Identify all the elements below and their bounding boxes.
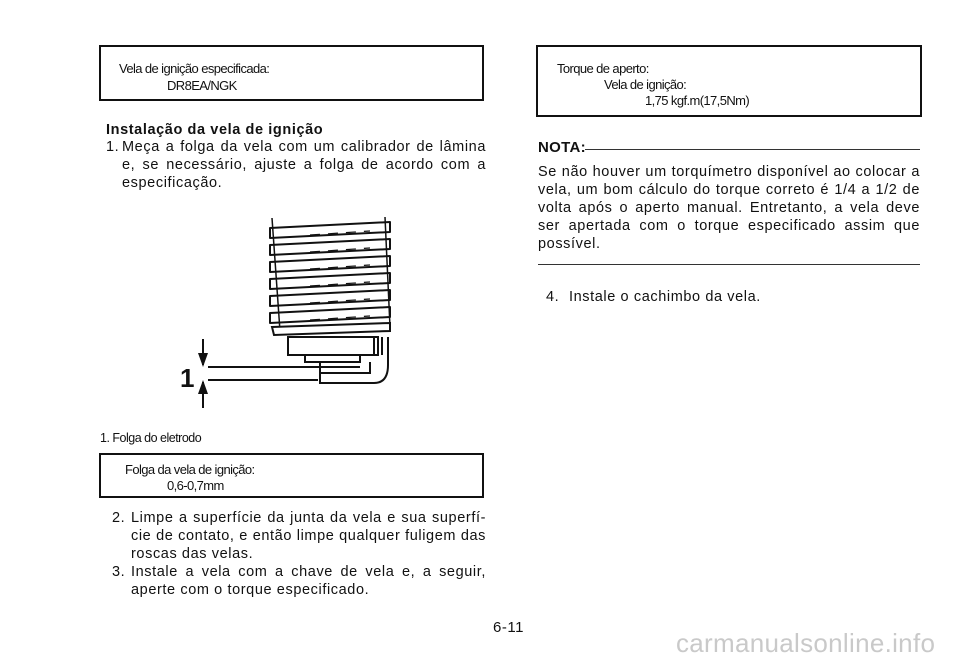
step-3 xyxy=(112,563,486,599)
nota-bottom-rule xyxy=(538,264,920,265)
spark-plug-gap-illustration xyxy=(160,215,410,415)
step-1 xyxy=(106,138,486,194)
spark-plug-spec-box xyxy=(99,45,484,101)
step-2 xyxy=(112,509,486,563)
nota-label: NOTA: xyxy=(538,139,586,156)
step-number: 2. xyxy=(112,510,126,526)
spec-value: DR8EA/NGK xyxy=(167,78,237,93)
spec-label: Vela de ignição especificada: xyxy=(119,61,270,76)
spec-value: 0,6-0,7mm xyxy=(167,478,224,493)
step-number: 1. xyxy=(106,139,120,155)
step-4 xyxy=(546,288,916,306)
step-text: Meça a folga da vela com um calibrador de lâmina e, se necessário, ajuste a folga de acordo com a especificação. xyxy=(122,139,486,191)
step-number: 4. xyxy=(546,289,560,305)
spec-label: Torque de aperto: xyxy=(557,61,649,76)
spec-label: Folga da vela de ignição: xyxy=(125,462,255,477)
gap-spec-box xyxy=(99,453,484,498)
nota-text: Se não houver um torquímetro disponível ao colocar a vela, um bom cálculo do torque correto é 1/4 a 1/2 de volta após o aperto manual. Entretanto, a vela deve ser apertada com o torque especificado assim que possível. xyxy=(538,164,920,252)
gap-callout-number: 1 xyxy=(180,363,195,393)
step-text: Instale o cachimbo da vela. xyxy=(569,289,761,305)
step-text: Instale a vela com a chave de vela e, a seguir, aperte com o torque especificado. xyxy=(131,564,486,598)
step-number: 3. xyxy=(112,564,126,580)
torque-spec-box xyxy=(536,45,922,117)
watermark-text: carmanualsonline.info xyxy=(676,628,936,658)
page-number: 6-11 xyxy=(493,619,524,636)
figure-caption: 1. Folga do eletrodo xyxy=(100,431,202,445)
spec-sub-label: Vela de ignição: xyxy=(604,77,687,92)
spec-value: 1,75 kgf.m(17,5Nm) xyxy=(645,93,750,108)
nota-top-rule xyxy=(585,149,920,150)
section-heading: Instalação da vela de ignição xyxy=(106,122,324,138)
step-text: Limpe a superfície da junta da vela e sua superfí-cie de contato, e então limpe qualquer fuligem das roscas das velas. xyxy=(131,510,486,562)
